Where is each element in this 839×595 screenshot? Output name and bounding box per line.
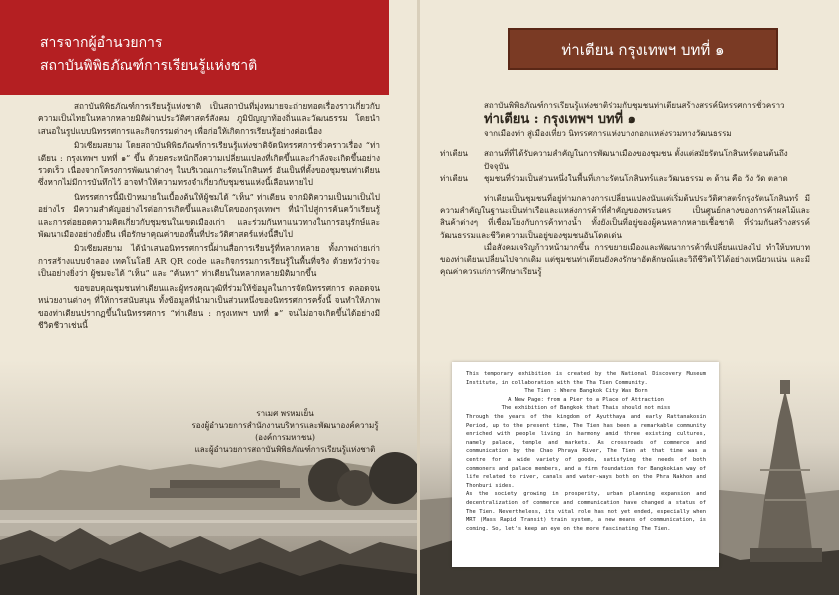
description-paragraph: ท่าเตียนเป็นชุมชนที่อยู่ท่ามกลางการเปลี่ยนแปลงนับแต่เริ่มต้นประวัติศาสตร์กรุงรัตนโกสินทร์ มีความสำคัญในฐานะเป็นท่าเรือและแหล่งการค้าที่สำคัญของพระนคร เป็นศูนย์กลางของการค้าผลไม้และสินค้าต่างๆ ที่เชื่อมโยงกับการค้าทางน้ำ ทั้งยังเป็นที่อยู่ของผู้คนหลากหลายเชื้อชาติ ที่ร่วมกันสร้างสรรค์วัฒนธรรมและชีวิตความเป็นอยู่ของชุมชนอันโดดเด่น xyxy=(440,194,810,240)
message-paragraph: ขอขอบคุณชุมชนท่าเตียนและผู้ทรงคุณวุฒิที่ร่วมให้ข้อมูลในการจัดนิทรรศการ ตลอดจนหน่วยงานต่างๆ ที่ให้การสนับสนุน ทั้งข้อมูลที่นำมาเป็นส่วนหนึ่งของนิทรรศการครั้งนี้ จนทำให้ภาพของท่าเตียนปรากฏขึ้นในนิทรรศการ “ท่าเตียน : กรุงเทพฯ บทที่ ๑” จนไม่อาจเกิดขึ้นได้อย่างมีชีวิตชีวาเช่นนี้ xyxy=(38,282,380,330)
english-intro: This temporary exhibition is created by the National Discovery Museum Institute, in collaboration with the Tha Tien Community. xyxy=(466,371,706,386)
banner-title: ท่าเตียน กรุงเทพฯ บทที่ ๑ xyxy=(561,41,725,59)
message-paragraph: สถาบันพิพิธภัณฑ์การเรียนรู้แห่งชาติ เป็นสถาบันที่มุ่งหมายจะถ่ายทอดเรื่องราวเกี่ยวกับความเป็นไทยในหลากหลายมิติผ่านประวัติศาสตร์สังคม ภูมิปัญญาท้องถิ่นและวัฒนธรรม โดยนำเสนอในรูปแบบนิทรรศการและกิจกรรมต่างๆ เพื่อก่อให้เกิดการเรียนรู้อย่างต่อเนื่อง xyxy=(38,101,380,136)
english-subtitle: A New Page: from a Pier to a Place of Attraction xyxy=(508,396,664,403)
definition-value: ชุมชนที่ร่วมเป็นส่วนหนึ่งในพื้นที่เกาะรัตนโกสินทร์และวัฒนธรรม ๓ ด้าน คือ วัง วัด ตลาด xyxy=(484,173,788,183)
signer-name: ราเมศ พรหมเย็น xyxy=(256,409,314,418)
page-gutter xyxy=(417,0,420,595)
english-paragraph: Through the years of the kingdom of Ayutthaya and early Rattanakosin Period, up to the present time, The Tien has been a remarkable community enriched with people living in harmony amid three existing cultures, namely palace, temple and markets. As crossroads of commerce and communication by the Chao Phraya River, The Tien at that time was a centre for a wide variety of goods, satisfying the needs of both commoners and palace members, and a firm foundation for Bangkokian way of life related to river, canals and water-ways both on the Phra Nakhon and Thonburi sides. xyxy=(466,413,706,489)
definition-key: ท่าเตียน xyxy=(440,149,468,159)
director-message xyxy=(38,100,380,333)
exhibition-description xyxy=(440,100,810,278)
intro-line: สถาบันพิพิธภัณฑ์การเรียนรู้แห่งชาติร่วมกับชุมชนท่าเตียนสร้างสรรค์นิทรรศการชั่วคราว xyxy=(484,101,785,110)
header-title: สารจากผู้อำนวยการ xyxy=(40,35,163,51)
message-paragraph: มิวเซียมสยาม ได้นำเสนอนิทรรศการนี้ผ่านสื่อการเรียนรู้ที่หลากหลาย ทั้งภาพถ่ายเก่า การสร้างแบบจำลอง เทคโนโลยี AR QR code และกิจกรรมการเรียนรู้ในพื้นที่จริง ด้วยหวังว่าจะเป็นอย่างยิ่งว่า ผู้ชมจะได้ “เห็น” และ “ค้นหา” ท่าเตียนในหลากหลายมิติมากขึ้น xyxy=(38,243,380,279)
signature-block xyxy=(180,408,390,456)
director-header xyxy=(0,0,389,95)
definition-value: สถานที่ที่ได้รับความสำคัญในการพัฒนาเมืองของชุมชน ตั้งแต่สมัยรัตนโกสินทร์ตอนต้นถึงปัจจุบัน xyxy=(484,149,788,171)
definition-key: ท่าเตียน xyxy=(440,173,468,183)
definition-row xyxy=(440,148,810,172)
header-subtitle: สถาบันพิพิธภัณฑ์การเรียนรู้แห่งชาติ xyxy=(40,58,258,74)
exhibition-banner xyxy=(508,28,778,70)
vintage-photo-left xyxy=(0,360,417,595)
english-tagline: The exhibition of Bangkok that Thais should not miss xyxy=(501,405,671,412)
description-paragraph: เมื่อสังคมเจริญก้าวหน้ามากขึ้น การขยายเมืองและพัฒนาการค้าที่เปลี่ยนแปลงไป ทำให้บทบาทของท่าเตียนเปลี่ยนไปจากเดิม แต่ชุมชนท่าเตียนยังคงรักษาอัตลักษณ์และวิถีชีวิตไว้ได้อย่างเหนียวแน่น และมีคุณค่าควรแก่การศึกษาเรียนรู้ xyxy=(440,242,810,277)
english-title: The Tien : Where Bangkok City Was Born xyxy=(524,388,648,395)
exhibition-subtitle: จากเมืองท่า สู่เมืองเที่ยว นิทรรศการแห่งบางกอกแหล่งรวมทางวัฒนธรรม xyxy=(484,129,732,139)
signer-title: และผู้อำนวยการสถาบันพิพิธภัณฑ์การเรียนรู้แห่งชาติ xyxy=(194,445,376,454)
english-summary-box xyxy=(452,362,719,567)
signer-title: รองผู้อำนวยการสำนักงานบริหารและพัฒนาองค์ความรู้ (องค์การมหาชน) xyxy=(191,421,379,442)
definition-row xyxy=(440,173,810,185)
english-paragraph: As the society growing in prosperity, urban planning expansion and decentralization of commerce and communication have changed a status of The Tien. Nevertheless, its vital role has not yet ended, especially when MRT (Mass Rapid Transit) train system, a new means of communication, is coming. So, let's keep an eye on the more fascinating The Tien. xyxy=(466,491,706,532)
exhibition-title: ท่าเตียน : กรุงเทพฯ บทที่ ๑ xyxy=(484,112,636,128)
message-paragraph: มิวเซียมสยาม โดยสถาบันพิพิธภัณฑ์การเรียนรู้แห่งชาติจัดนิทรรศการชั่วคราวเรื่อง “ท่าเตียน : กรุงเทพฯ บทที่ ๑” ขึ้น ด้วยตระหนักถึงความเปลี่ยนแปลงที่เกิดขึ้นและกำลังจะเกิดขึ้นอย่างรวดเร็ว เนื่องจากโครงการพัฒนาต่างๆ ในบริเวณเกาะรัตนโกสินทร์ อันเป็นที่ตั้งของชุมชนท่าเตียน ซึ่งหากไม่มีการบันทึกไว้ อาจทำให้ความทรงจำเกี่ยวกับชุมชนแห่งนี้เลือนหายไป xyxy=(38,140,380,188)
message-paragraph: นิทรรศการนี้มีเป้าหมายในเบื้องต้นให้ผู้ชมได้ “เห็น” ท่าเตียน จากมิติความเป็นมาเป็นไปอย่างไร มีความสำคัญอย่างไรต่อการเกิดขึ้นและเติบโตของกรุงเทพฯ ที่นำไปสู่การค้นคว้าเรียนรู้และการต่อยอดความคิดเกี่ยวกับชุมชนในเขตเมืองเก่า และร่วมกันหาแนวทางในการอนุรักษ์และพัฒนาเมืองอย่างยั่งยืน เพื่อรักษาคุณค่าของพื้นที่ประวัติศาสตร์แห่งนี้สืบไป xyxy=(38,191,380,240)
